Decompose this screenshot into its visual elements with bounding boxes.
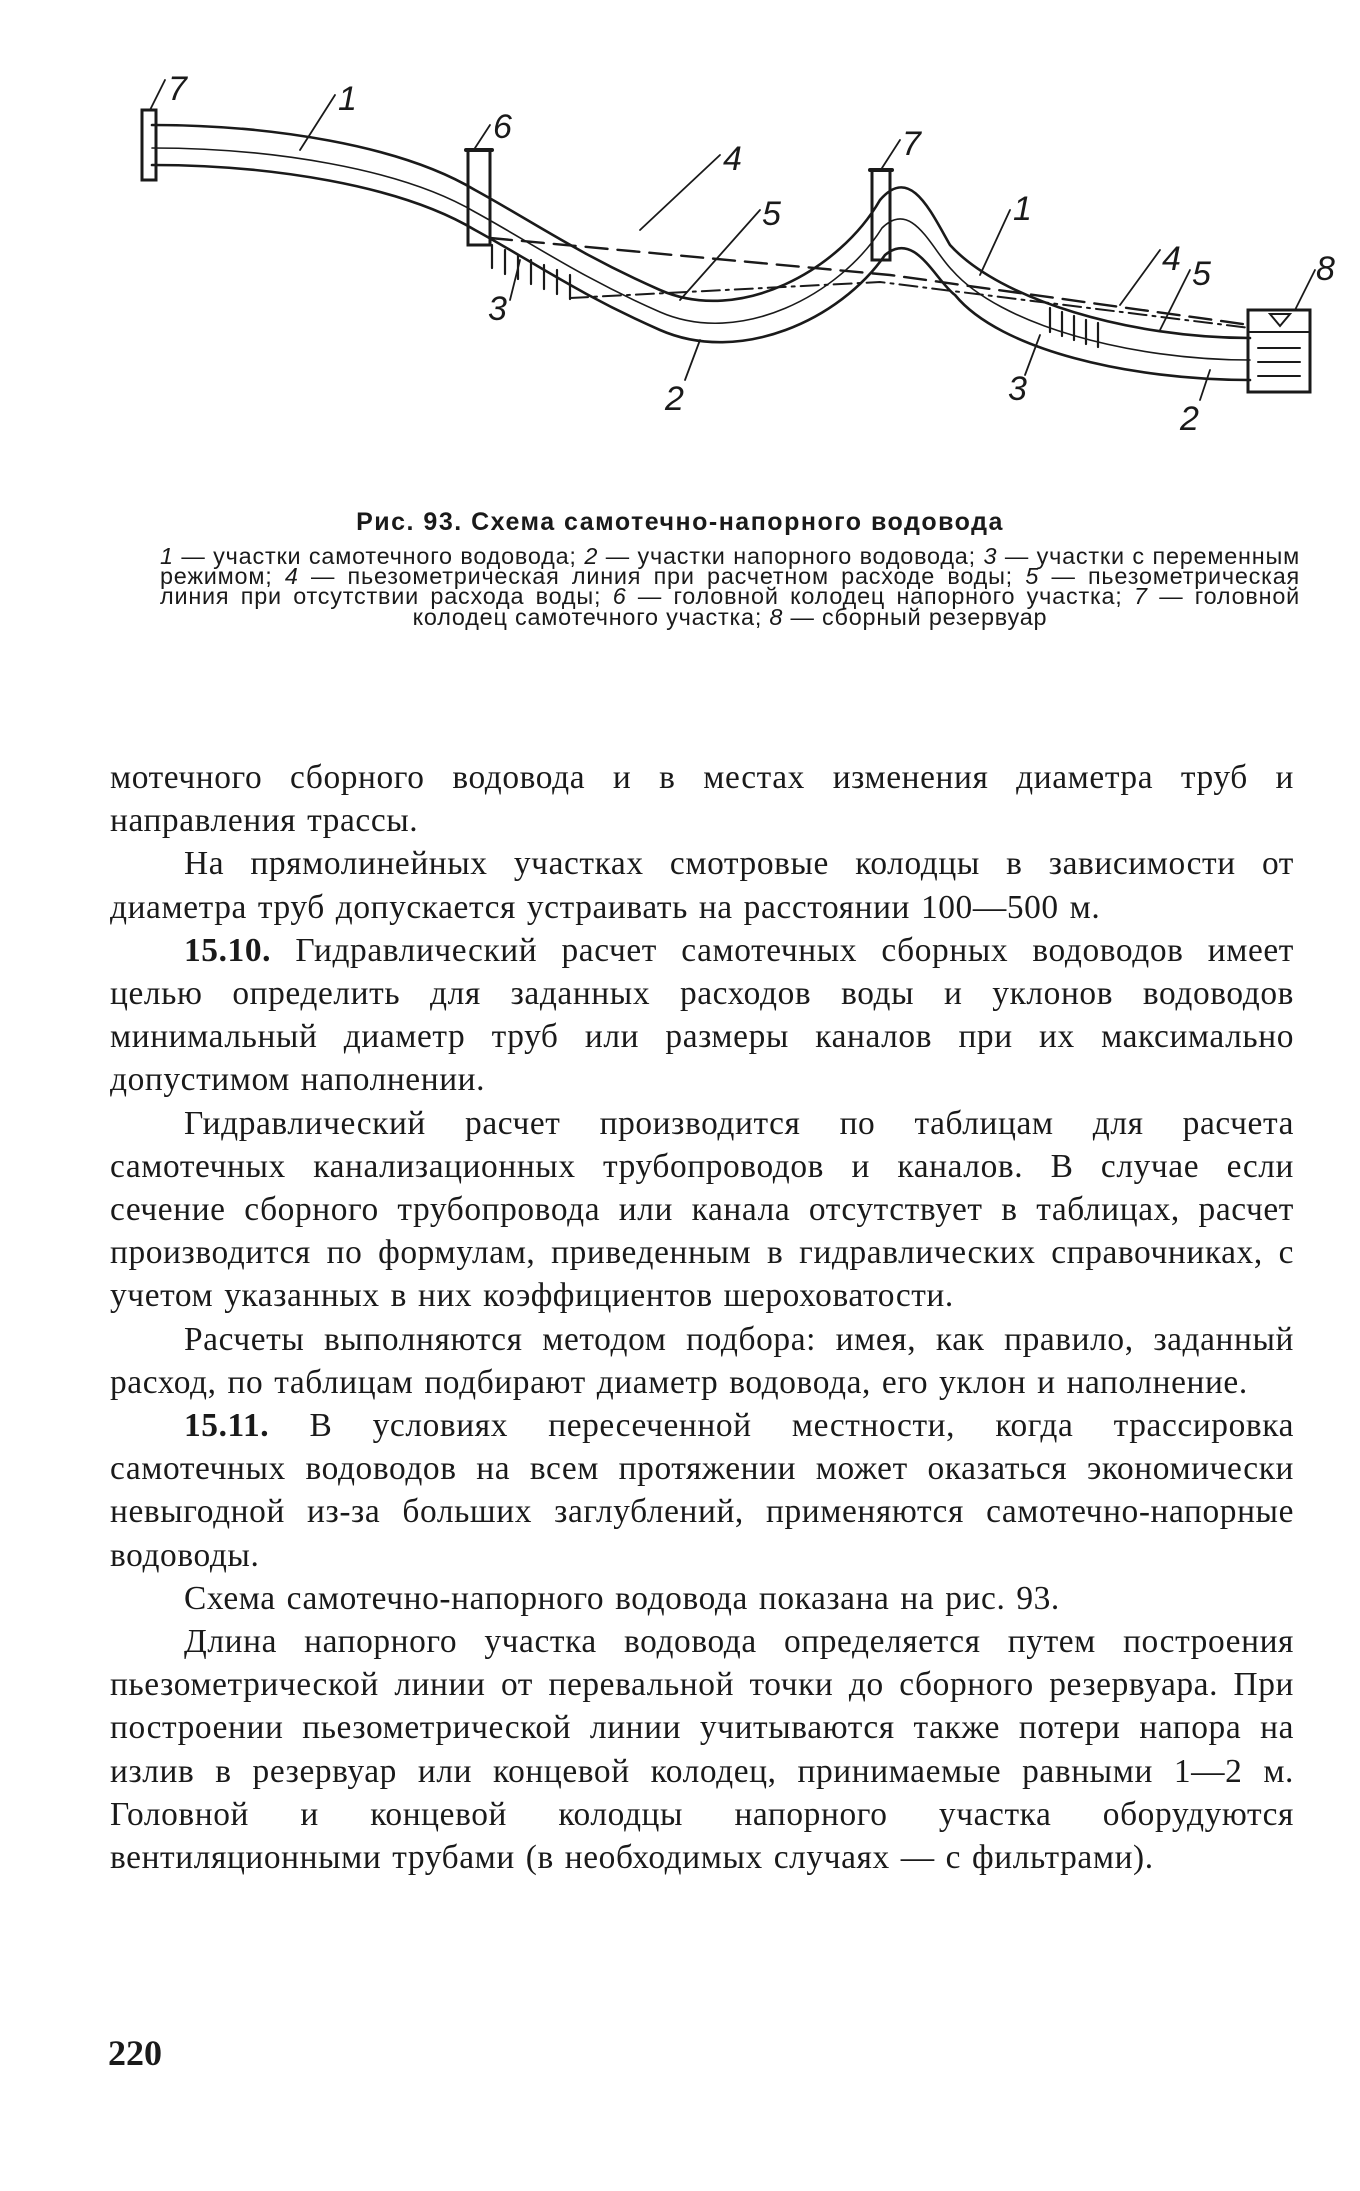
legend-num: 5 — [1025, 563, 1040, 590]
label-1-left: 1 — [338, 80, 357, 118]
left-well-7 — [142, 110, 156, 180]
page-number: 220 — [108, 2033, 162, 2073]
section-number: 15.11. — [184, 1407, 270, 1445]
label-6: 6 — [493, 108, 512, 146]
section-number: 15.10. — [184, 931, 272, 969]
legend-text: — головной колодец напорного участка; — [626, 583, 1134, 610]
paragraph: Расчеты выполняются методом подбора: имея, как правило, заданный расход, по таблицам подбирают диаметр водовода, его уклон и наполнение. — [110, 1320, 1294, 1401]
legend-text: — участки самотечного водовода; — [173, 543, 585, 569]
legend-text: — пьезометрическая линия при расчетном расходе воды; — [298, 563, 1026, 590]
legend-text: — пьезометрическая линия при отсутствии расхода воды; — [160, 563, 1300, 610]
water-conduit-scheme-figure — [120, 70, 1350, 490]
body-text — [110, 756, 1294, 1879]
label-2-right: 2 — [1180, 400, 1199, 438]
legend-text: — участки напорного водовода; — [598, 543, 984, 569]
label-2-left: 2 — [665, 380, 684, 418]
label-5-left: 5 — [762, 195, 781, 233]
piezometric-line-5 — [570, 282, 1250, 328]
legend-num: 4 — [284, 563, 299, 590]
label-3-right: 3 — [1008, 370, 1027, 408]
legend-num: 1 — [160, 543, 174, 569]
pipe-upper-wall — [152, 125, 1250, 338]
variable-regime-hatching-right — [1050, 308, 1098, 347]
paragraph: Длина напорного участка водовода определяется путем построения пьезометрической линии от перевальной точки до сборного резервуара. При построении пьезометрической линии учитываются также потери напора на излив в резервуар или концевой колодец, принимаемые равными 1—2 м. Головной и концевой колодцы напорного участка оборудуются вентиляционными трубами (в необходимых случаях — с фильтрами). — [110, 1623, 1294, 1877]
label-5-right: 5 — [1192, 255, 1211, 293]
paragraph: Схема самотечно-напорного водовода показана на рис. 93. — [184, 1579, 1060, 1617]
label-4-right: 4 — [1162, 240, 1181, 278]
reservoir-8 — [1248, 310, 1310, 392]
label-1-right: 1 — [1013, 190, 1032, 228]
label-3-left: 3 — [488, 290, 507, 328]
label-7-middle: 7 — [902, 125, 921, 163]
paragraph: На прямолинейных участках смотровые колодцы в зависимости от диаметра труб допускается устраивать на расстоянии 100—500 м. — [110, 845, 1294, 926]
label-4-left: 4 — [723, 140, 742, 178]
paragraph-text: Гидравлический расчет самотечных сборных водоводов имеет целью определить для заданных расходов воды и уклонов водоводов минимальный диаметр труб или размеры каналов при их максимально допустимом наполнении. — [110, 931, 1294, 1099]
legend-num: 6 — [612, 583, 627, 610]
paragraph — [110, 1404, 1294, 1577]
paragraph: мотечного сборного водовода и в местах изменения диаметра труб и направления трассы. — [110, 759, 1294, 840]
label-7-left: 7 — [168, 70, 187, 108]
legend-text: — участки с переменным режимом; — [160, 543, 1300, 590]
legend-text: — головной колодец самотечного участка; — [412, 583, 1301, 630]
paragraph-text: В условиях пересеченной местности, когда трассировка самотечных водоводов на всем протяжении может оказаться экономически невыгодной из-за больших заглублений, применяются самотечно-напорные водоводы. — [110, 1407, 1294, 1574]
paragraph — [110, 929, 1294, 1102]
legend-num: 3 — [983, 543, 998, 569]
legend-num: 8 — [769, 603, 784, 630]
label-8: 8 — [1316, 250, 1335, 288]
legend-num: 7 — [1134, 583, 1148, 610]
pipe-lower-wall — [152, 165, 1250, 380]
figure-caption-legend — [160, 543, 1301, 630]
figure-caption-title: Рис. 93. Схема самотечно-напорного водовода — [356, 508, 1004, 536]
legend-text: — сборный резервуар — [783, 603, 1048, 630]
legend-num: 2 — [584, 543, 599, 569]
paragraph: Гидравлический расчет производится по таблицам для расчета самотечных канализационных трубопроводов и каналов. В случае если сечение сборного трубопровода или канала отсутствует в таблицах, расчет производится по формулам, приведенным в гидравлических справочниках, с учетом указанных в них коэффициентов шероховатости. — [110, 1104, 1294, 1315]
middle-well-7 — [872, 170, 890, 260]
